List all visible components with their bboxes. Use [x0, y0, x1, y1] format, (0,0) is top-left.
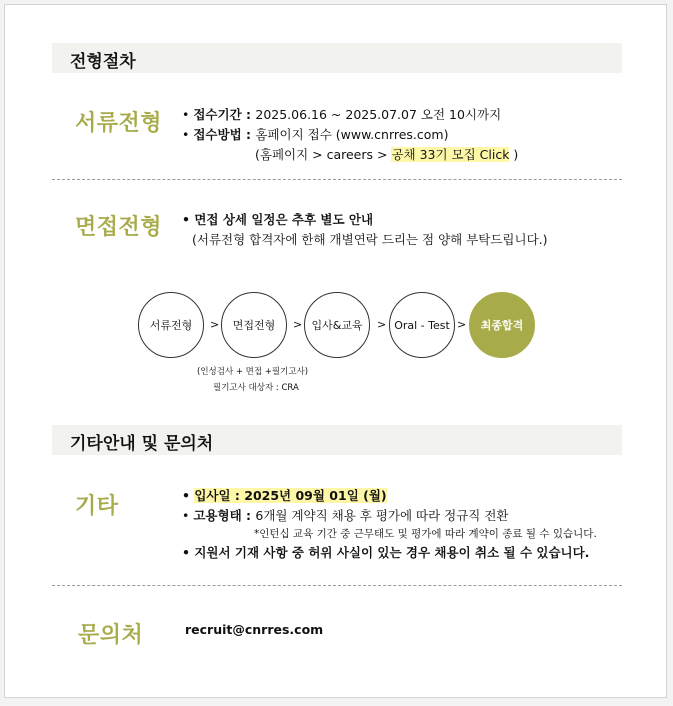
application-period: • 접수기간 : 2025.06.16 ~ 2025.07.07 오전 10시까지: [182, 107, 502, 122]
section-header-other: [52, 425, 622, 455]
application-path: (홈페이지 > careers > 공채 33기 모집 Click ): [255, 147, 519, 162]
category-contact: 문의처: [78, 623, 144, 648]
interview-schedule-note: • 면접 상세 일정은 추후 별도 안내: [182, 212, 374, 227]
arrow-icon: >: [457, 318, 467, 331]
section-title: 기타안내 및 문의처: [70, 434, 214, 454]
start-date: • 입사일 : 2025년 09월 01일 (월): [182, 488, 387, 503]
false-info-warning: • 지원서 기재 사항 중 허위 사실이 있는 경우 채용이 취소 될 수 있습니다.: [182, 545, 590, 560]
arrow-icon: >: [210, 318, 220, 331]
section-title: 전형절차: [70, 52, 136, 72]
category-etc: 기타: [75, 494, 119, 519]
application-method: • 접수방법 : 홈페이지 접수 (www.cnrres.com): [182, 127, 449, 142]
section-header-process: [52, 43, 622, 73]
arrow-icon: >: [377, 318, 387, 331]
step-oral-test: Oral - Test: [389, 292, 455, 358]
step-document-screening: 서류전형: [138, 292, 204, 358]
interview-contact-note: (서류전형 합격자에 한해 개별연락 드리는 점 양해 부탁드립니다.): [192, 232, 548, 247]
arrow-icon: >: [293, 318, 303, 331]
divider: [52, 585, 622, 586]
divider: [52, 179, 622, 180]
category-interview: 면접전형: [75, 215, 163, 240]
employment-type: • 고용형태 : 6개월 계약직 채용 후 평가에 따라 정규직 전환: [182, 508, 509, 523]
written-test-target-note: 필기고사 대상자 : CRA: [213, 383, 299, 393]
category-document-screening: 서류전형: [75, 111, 163, 136]
step-interview: 면접전형: [221, 292, 287, 358]
internship-note: *인턴십 교육 기간 중 근무태도 및 평가에 따라 계약이 종료 될 수 있습니다.: [254, 528, 597, 540]
contact-email[interactable]: recruit@cnrres.com: [185, 622, 324, 637]
interview-step-note: (인성검사 + 면접 +필기고사): [197, 367, 309, 377]
step-final-pass: 최종합격: [469, 292, 535, 358]
document-page: [4, 4, 667, 698]
recruit-click-link[interactable]: 공채 33기 모집 Click: [391, 147, 510, 162]
step-onboarding: 입사&교육: [304, 292, 370, 358]
